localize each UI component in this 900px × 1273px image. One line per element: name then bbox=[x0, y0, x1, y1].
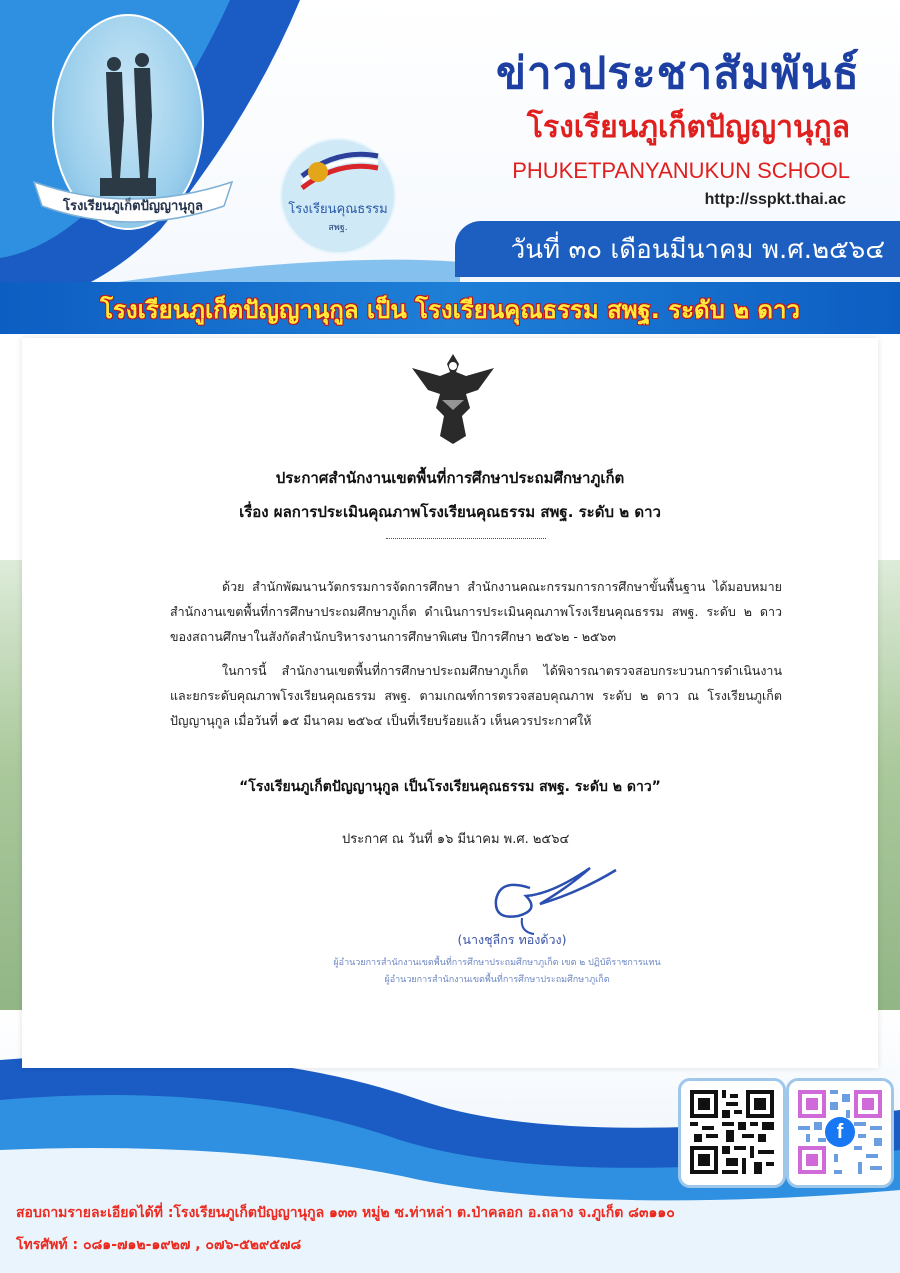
qr-code-facebook[interactable] bbox=[786, 1078, 894, 1188]
paragraph-2: ในการนี้ สำนักงานเขตพื้นที่การศึกษาประถมศึกษาภูเก็ต ได้พิจารณาตรวจสอบกระบวนการดำเนินงาน และยกระดับคุณภาพโรงเรียนคุณธรรม สพฐ. ตามเกณฑ์การตรวจสอบคุณภาพ ระดับ ๒ ดาว ณ โรงเรียนภูเก็ตปัญญานุกูล เมื่อวันที่ ๑๕ มีนาคม ๒๕๖๔ เป็นที่เรียบร้อยแล้ว เห็นควรประกาศให้ bbox=[170, 663, 782, 728]
page-title: ข่าวประชาสัมพันธ์ bbox=[495, 48, 860, 99]
garuda-emblem-icon bbox=[408, 350, 498, 446]
school-name-th: โรงเรียนภูเก็ตปัญญานุกูล bbox=[526, 110, 850, 145]
date-text: วันที่ ๓๐ เดือนมีนาคม พ.ศ.๒๕๖๔ bbox=[510, 235, 885, 265]
svg-text:โรงเรียนภูเก็ตปัญญานุกูล: โรงเรียนภูเก็ตปัญญานุกูล bbox=[63, 199, 203, 214]
moral-logo-text: โรงเรียนคุณธรรม bbox=[288, 202, 388, 217]
contact-phone: โทรศัพท์ : ๐๘๑-๗๑๒-๑๙๒๗ , ๐๗๖-๕๒๙๕๗๘ bbox=[16, 1237, 302, 1253]
signature bbox=[460, 848, 630, 938]
document-heading: ประกาศสำนักงานเขตพื้นที่การศึกษาประถมศึกษาภูเก็ต bbox=[275, 469, 625, 487]
moral-school-logo bbox=[280, 138, 396, 254]
school-url[interactable]: http://sspkt.thai.ac bbox=[704, 191, 846, 208]
announcement-document bbox=[22, 338, 878, 1068]
signer-position-1: ผู้อำนวยการสำนักงานเขตพื้นที่การศึกษาประถมศึกษาภูเก็ต เขต ๒ ปฏิบัติราชการแทน bbox=[333, 958, 661, 968]
announcement-quote: “โรงเรียนภูเก็ตปัญญานุกูล เป็นโรงเรียนคุณธรรม สพฐ. ระดับ ๒ ดาว” bbox=[239, 779, 661, 795]
qr-code-icon bbox=[690, 1090, 774, 1174]
signer-position-2: ผู้อำนวยการสำนักงานเขตพื้นที่การศึกษาประถมศึกษาภูเก็ต bbox=[384, 975, 610, 985]
thai-flag-swoosh-icon bbox=[282, 140, 394, 200]
date-banner bbox=[455, 221, 900, 277]
headline-banner bbox=[0, 282, 900, 334]
contact-address: สอบถามรายละเอียดได้ที่ :โรงเรียนภูเก็ตปัญญานุกูล ๑๓๓ หมู่๒ ซ.ท่าหล่า ต.ป่าคลอก อ.ถลาง จ.ภูเก็ต ๘๓๑๑๐ bbox=[16, 1205, 675, 1221]
document-subject: เรื่อง ผลการประเมินคุณภาพโรงเรียนคุณธรรม สพฐ. ระดับ ๒ ดาว bbox=[239, 503, 661, 521]
logo-ribbon bbox=[30, 176, 236, 228]
paragraph-1: ด้วย สำนักพัฒนานวัตกรรมการจัดการศึกษา สำนักงานคณะกรรมการการศึกษาขั้นพื้นฐาน ได้มอบหมาย สำนักงานเขตพื้นที่การศึกษาประถมศึกษาภูเก็ต ดำเนินการประเมินคุณภาพโรงเรียนคุณธรรม สพฐ. ระดับ ๒ ดาว ของสถานศึกษาในสังกัดสำนักบริหารงานการศึกษาพิเศษ ปีการศึกษา ๒๕๖๒ - ๒๕๖๓ bbox=[170, 579, 782, 644]
dotted-divider bbox=[386, 538, 546, 539]
signer-name: (นางชุลีกร ทองด้วง) bbox=[457, 932, 567, 947]
qr-code-website[interactable] bbox=[678, 1078, 786, 1188]
moral-logo-sub: สพฐ. bbox=[328, 223, 348, 233]
announcement-date: ประกาศ ณ วันที่ ๑๖ มีนาคม พ.ศ. ๒๕๖๔ bbox=[342, 832, 570, 847]
school-name-en: PHUKETPANYANUKUN SCHOOL bbox=[512, 158, 850, 183]
headline: โรงเรียนภูเก็ตปัญญานุกูล เป็น โรงเรียนคุณธรรม สพฐ. ระดับ ๒ ดาว bbox=[100, 296, 800, 324]
facebook-icon[interactable]: f bbox=[825, 1117, 855, 1147]
